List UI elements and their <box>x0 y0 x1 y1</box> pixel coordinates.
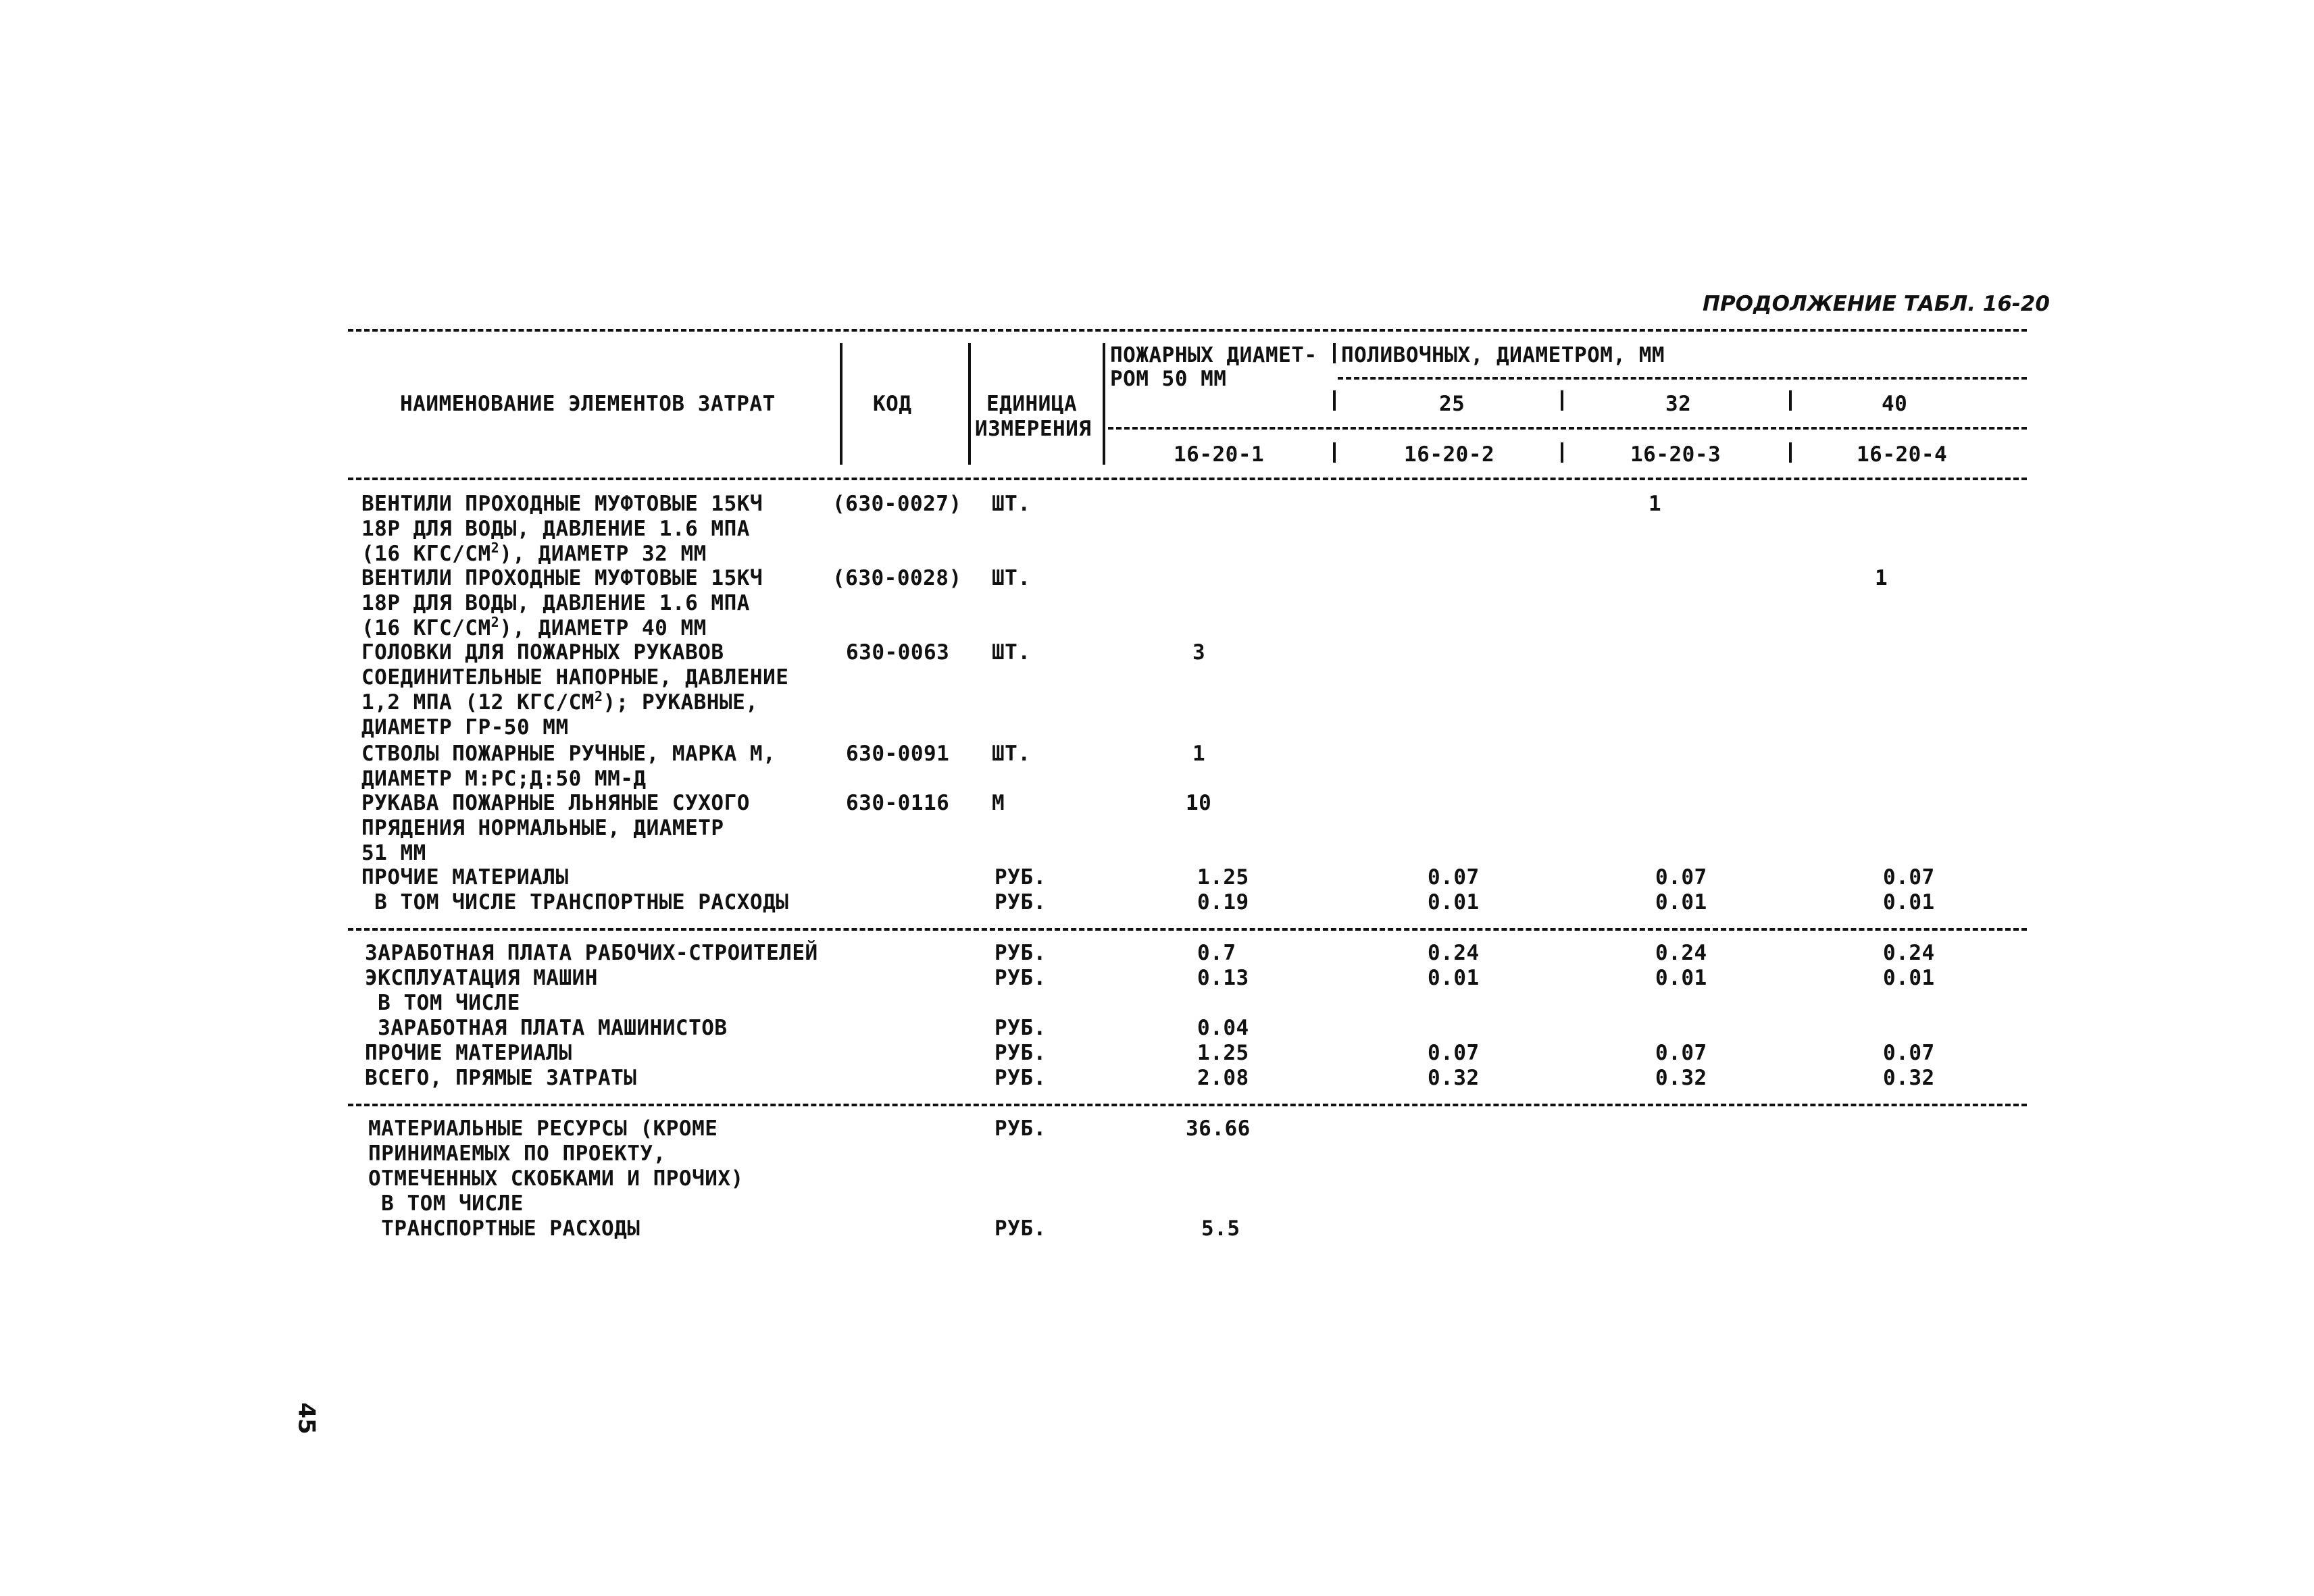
row-value-32: 0.32 <box>1655 1066 1707 1090</box>
row-unit: РУБ. <box>995 1041 1047 1065</box>
row-unit: РУБ. <box>995 966 1047 990</box>
row-value-25: 0.24 <box>1428 941 1480 965</box>
header-diameter-32: 32 <box>1665 392 1692 416</box>
row-unit: РУБ. <box>995 890 1047 915</box>
row-name: МАТЕРИАЛЬНЫЕ РЕСУРСЫ (КРОМЕ ПРИНИМАЕМЫХ ПО ПРОЕКТУ, ОТМЕЧЕННЫХ СКОБКАМИ И ПРОЧИХ) В ТОМ ЧИСЛЕ ТРАНСПОРТНЫЕ РАСХОДЫ <box>368 1116 744 1241</box>
row-value-50: 0.7 <box>1197 941 1236 965</box>
row-value-40: 0.24 <box>1883 941 1935 965</box>
section-rule <box>348 928 2027 931</box>
row-name: ЗАРАБОТНАЯ ПЛАТА МАШИНИСТОВ <box>365 1016 728 1040</box>
row-value-32: 0.07 <box>1655 865 1707 890</box>
row-value-50: 1.25 <box>1197 865 1249 890</box>
row-name: ПРОЧИЕ МАТЕРИАЛЫ <box>365 1041 572 1065</box>
row-value-40: 0.07 <box>1883 1041 1935 1065</box>
row-value-25: 0.01 <box>1428 966 1480 990</box>
row-value-32: 1 <box>1649 492 1662 516</box>
row-unit: ШТ. <box>992 566 1031 590</box>
row-value-25: 0.32 <box>1428 1066 1480 1090</box>
header-unit-column-2: ИЗМЕРЕНИЯ <box>975 417 1092 441</box>
header-fire-diameter-2: РОМ 50 ММ <box>1110 367 1227 391</box>
section-rule <box>348 1104 2027 1106</box>
row-value-50: 36.66 <box>1186 1116 1251 1141</box>
row-value-40: 0.01 <box>1883 890 1935 915</box>
row-code: 630-0091 <box>846 742 950 766</box>
row-name: ВЕНТИЛИ ПРОХОДНЫЕ МУФТОВЫЕ 15КЧ 18Р ДЛЯ ВОДЫ, ДАВЛЕНИЕ 1.6 МПА (16 КГС/$СМ^2$), ДИАМЕТР 40 ММ <box>361 566 763 640</box>
row-unit: РУБ. <box>995 941 1047 965</box>
header-separator <box>1333 390 1336 411</box>
row-value-50: 10 <box>1186 791 1212 815</box>
row-value-25: 0.07 <box>1428 865 1480 890</box>
header-separator <box>1103 343 1105 465</box>
row-name: ВСЕГО, ПРЯМЫЕ ЗАТРАТЫ <box>365 1066 637 1090</box>
row-value-50: 0.04 <box>1197 1016 1249 1040</box>
row-unit: ШТ. <box>992 492 1031 516</box>
row-value-50: 1.25 <box>1197 1041 1249 1065</box>
header-separator <box>1333 442 1336 463</box>
table-continuation-caption: ПРОДОЛЖЕНИЕ ТАБЛ. 16-20 <box>1703 292 2050 316</box>
page-number: 45 <box>293 1402 320 1435</box>
header-separator <box>1561 442 1563 463</box>
row-unit: РУБ. <box>995 1116 1047 1141</box>
row-unit: ШТ. <box>992 742 1031 766</box>
row-value-40: 0.07 <box>1883 865 1935 890</box>
header-unit-column: ЕДИНИЦА <box>986 392 1078 416</box>
row-name: ЭКСПЛУАТАЦИЯ МАШИН <box>365 966 598 990</box>
header-name-column: НАИМЕНОВАНИЕ ЭЛЕМЕНТОВ ЗАТРАТ <box>400 392 776 416</box>
row-value-50: 1 <box>1192 742 1206 766</box>
row-value-32: 0.01 <box>1655 890 1707 915</box>
row-value-50: 2.08 <box>1197 1066 1249 1090</box>
row-unit: М <box>992 791 1005 815</box>
row-value-50: 0.19 <box>1197 890 1249 915</box>
header-diameter-40: 40 <box>1882 392 1908 416</box>
header-bottom-rule <box>348 478 2027 480</box>
row-name: РУКАВА ПОЖАРНЫЕ ЛЬНЯНЫЕ СУХОГО ПРЯДЕНИЯ НОРМАЛЬНЫЕ, ДИАМЕТР 51 ММ <box>361 791 750 865</box>
row-unit: ШТ. <box>992 640 1031 665</box>
row-value-32: 0.07 <box>1655 1041 1707 1065</box>
header-code-2: 16-20-2 <box>1404 442 1495 467</box>
header-fire-diameter: ПОЖАРНЫХ ДИАМЕТ- <box>1110 343 1317 367</box>
row-value-50: 5.5 <box>1201 1216 1240 1241</box>
header-inner-rule <box>1338 377 2027 380</box>
header-separator <box>968 343 971 465</box>
row-value-32: 0.24 <box>1655 941 1707 965</box>
table-top-rule <box>348 329 2027 332</box>
row-code: (630-0027) <box>832 492 962 516</box>
row-name: СТВОЛЫ ПОЖАРНЫЕ РУЧНЫЕ, МАРКА М, ДИАМЕТР М:РС;Д:50 ММ-Д <box>361 742 776 791</box>
header-code-3: 16-20-3 <box>1630 442 1721 467</box>
header-code-4: 16-20-4 <box>1857 442 1948 467</box>
header-code-column: КОД <box>873 392 912 416</box>
header-separator <box>1333 343 1336 363</box>
header-code-1: 16-20-1 <box>1174 442 1265 467</box>
row-value-25: 0.01 <box>1428 890 1480 915</box>
row-value-25: 0.07 <box>1428 1041 1480 1065</box>
header-watering-diameter: ПОЛИВОЧНЫХ, ДИАМЕТРОМ, ММ <box>1341 343 1665 367</box>
row-unit: РУБ. <box>995 1066 1047 1090</box>
row-value-40: 1 <box>1875 566 1888 590</box>
row-name: ГОЛОВКИ ДЛЯ ПОЖАРНЫХ РУКАВОВ СОЕДИНИТЕЛЬНЫЕ НАПОРНЫЕ, ДАВЛЕНИЕ 1,2 МПА (12 КГС/$СМ^2$); РУКАВНЫЕ, ДИАМЕТР ГР-50 ММ <box>361 640 789 740</box>
row-name: В ТОМ ЧИСЛЕ ТРАНСПОРТНЫЕ РАСХОДЫ <box>361 890 789 915</box>
header-diameter-25: 25 <box>1439 392 1465 416</box>
row-name: ЗАРАБОТНАЯ ПЛАТА РАБОЧИХ-СТРОИТЕЛЕЙ <box>365 941 818 965</box>
header-separator <box>1789 390 1792 411</box>
row-value-32: 0.01 <box>1655 966 1707 990</box>
row-value-40: 0.32 <box>1883 1066 1935 1090</box>
header-inner-rule <box>1108 427 2027 430</box>
row-value-40: 0.01 <box>1883 966 1935 990</box>
row-code: 630-0116 <box>846 791 950 815</box>
row-name: ПРОЧИЕ МАТЕРИАЛЫ <box>361 865 569 890</box>
row-name: ВЕНТИЛИ ПРОХОДНЫЕ МУФТОВЫЕ 15КЧ 18Р ДЛЯ ВОДЫ, ДАВЛЕНИЕ 1.6 МПА (16 КГС/$СМ^2$), ДИАМЕТР 32 ММ <box>361 492 763 566</box>
header-separator <box>1561 390 1563 411</box>
row-value-50: 0.13 <box>1197 966 1249 990</box>
header-separator <box>1789 442 1792 463</box>
row-unit: РУБ. <box>995 1216 1047 1241</box>
row-unit: РУБ. <box>995 865 1047 890</box>
row-unit: РУБ. <box>995 1016 1047 1040</box>
row-code: (630-0028) <box>832 566 962 590</box>
row-code: 630-0063 <box>846 640 950 665</box>
row-value-50: 3 <box>1192 640 1206 665</box>
row-name: В ТОМ ЧИСЛЕ <box>365 991 520 1015</box>
header-separator <box>840 343 842 465</box>
